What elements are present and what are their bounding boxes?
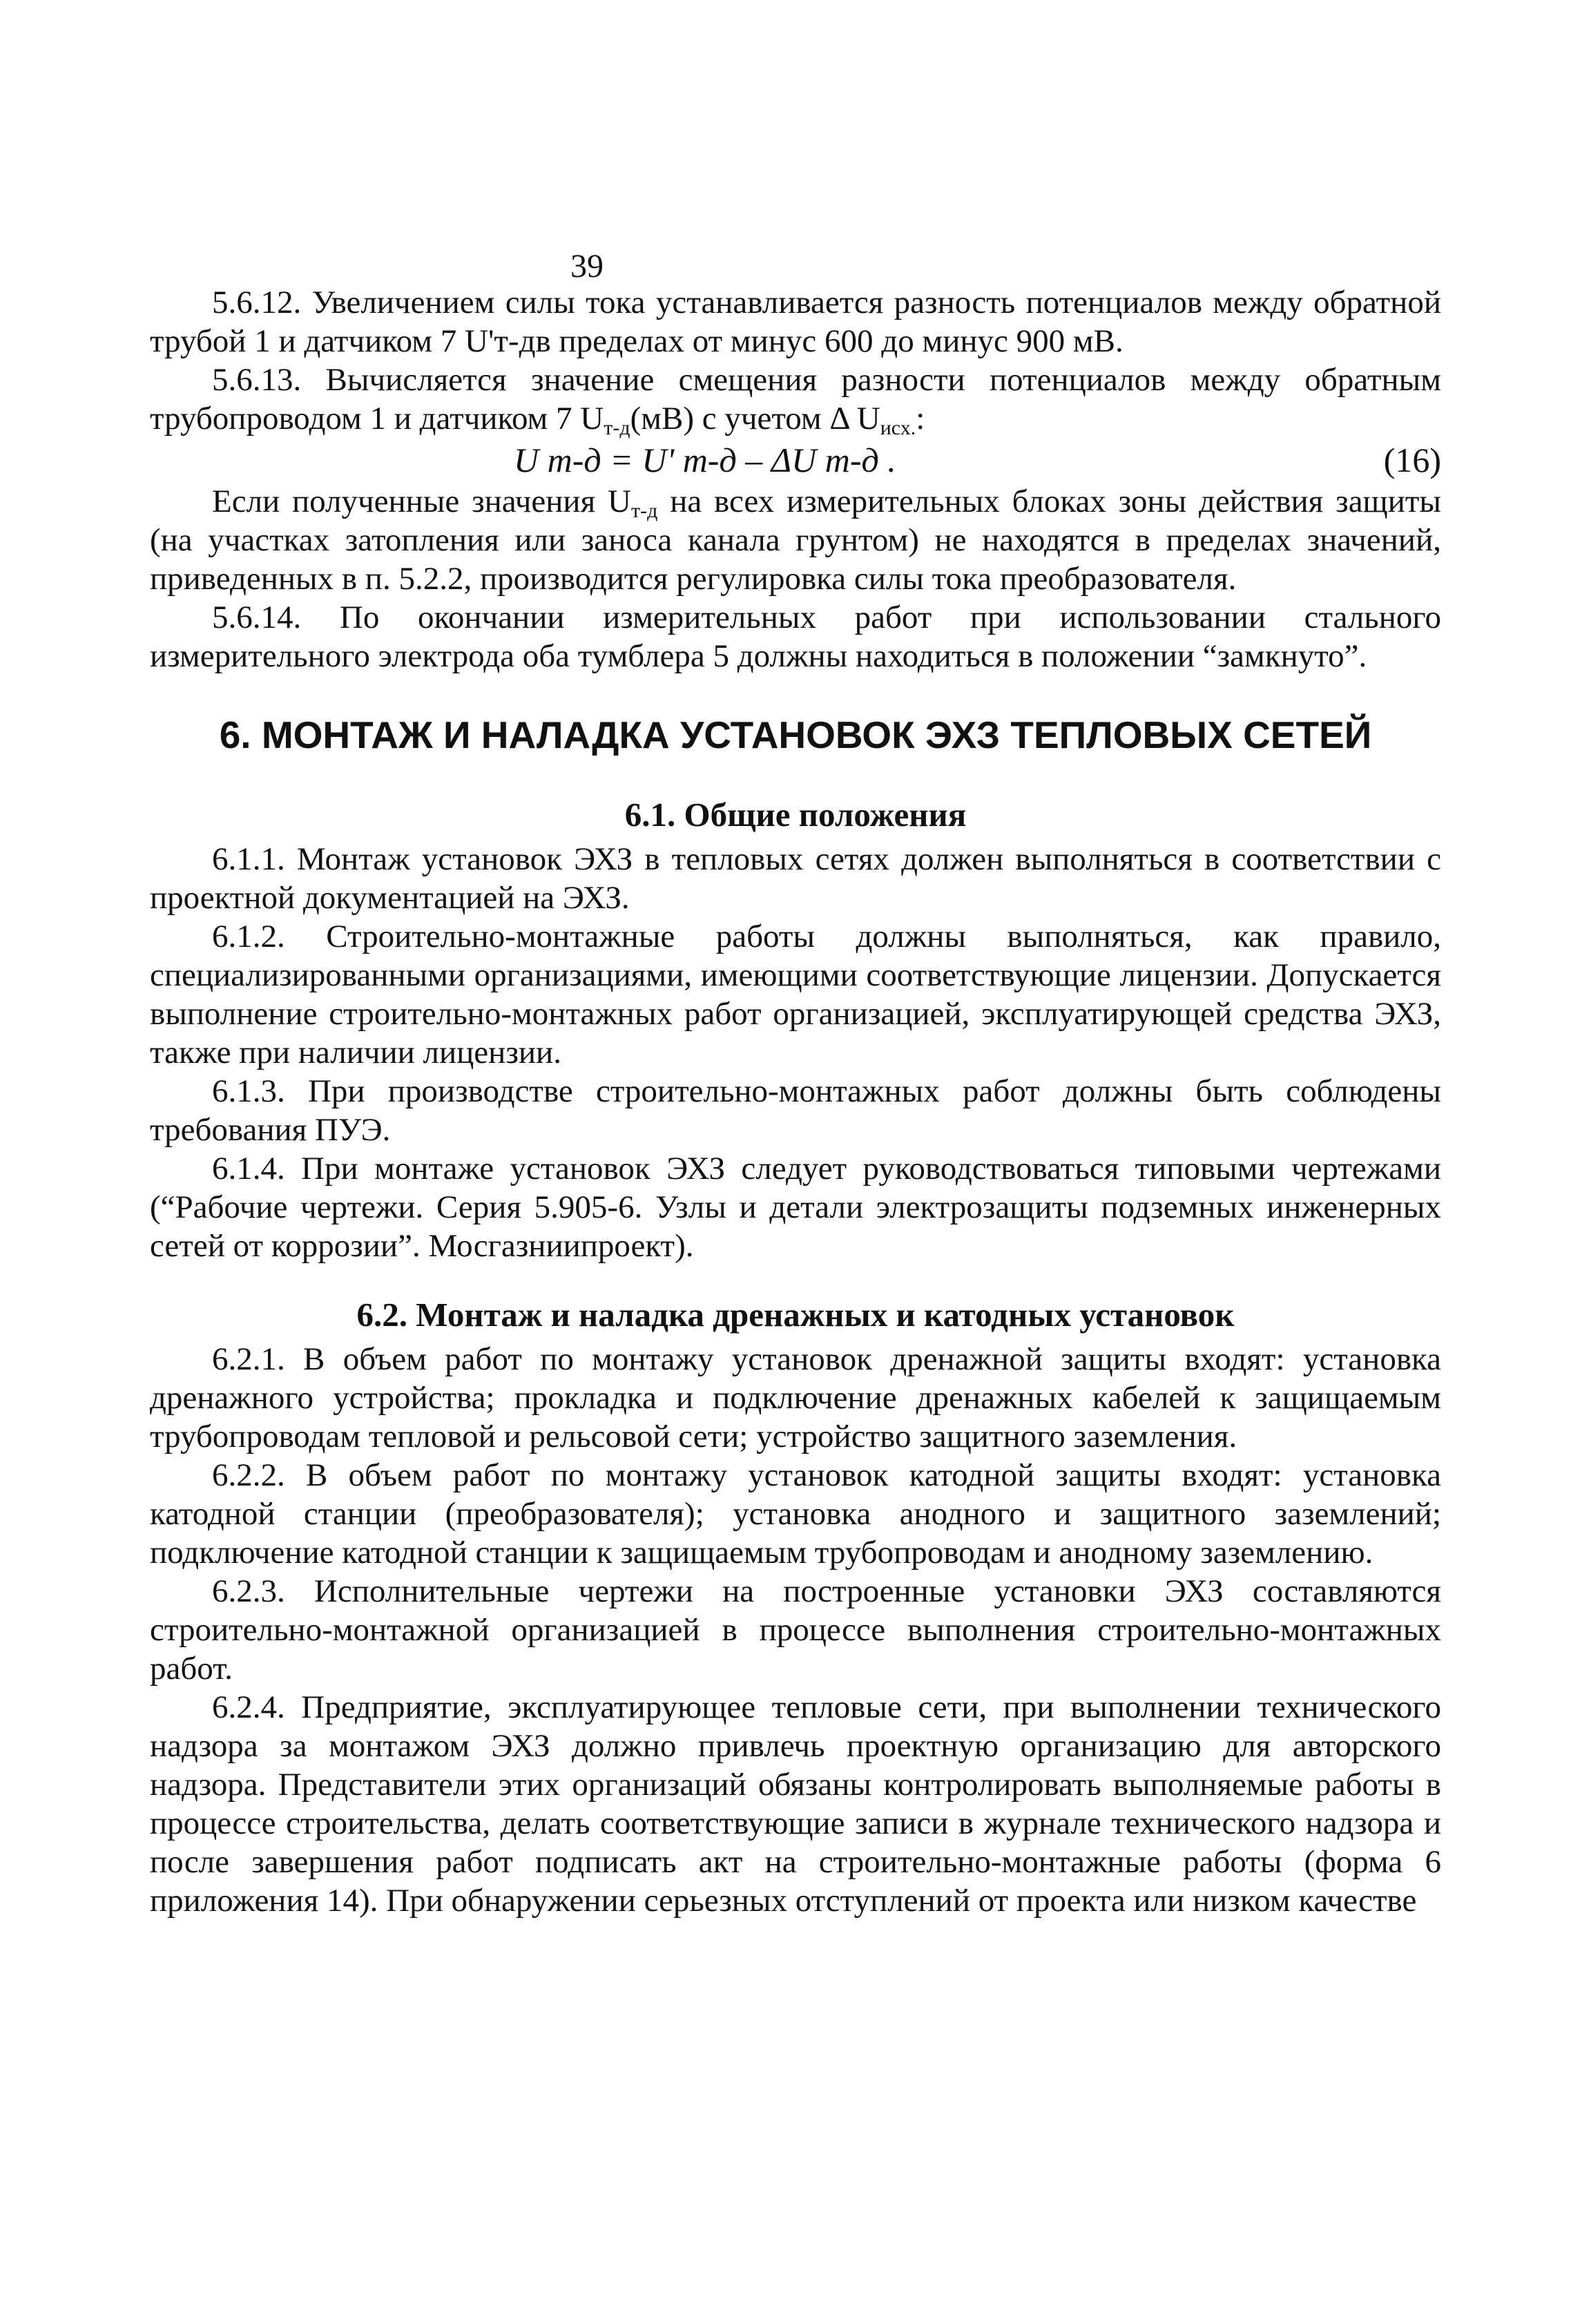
subscript-3: т-д [630, 499, 658, 522]
formula-16 [150, 438, 1441, 482]
paragraph-6-1-4: 6.1.4. При монтаже установок ЭХЗ следует руководствоваться типовыми чертежами (“Рабочие чертежи. Серия 5.905-6. Узлы и детали электрозащиты подземных инженерных сетей от коррозии”. Мосгазниипроект). [150, 1151, 1441, 1264]
paragraph-6-2-3: 6.2.3. Исполнительные чертежи на построенные установки ЭХЗ составляются строительно-монтажной организацией в процессе выполнения строительно-монтажных работ. [150, 1573, 1441, 1687]
subscript: т-д [604, 416, 630, 439]
paragraph-5-6-13-text: 5.6.13. Вычисляется значение смещения разности потенциалов между обратным трубопроводом 1 и датчиком 7 U [150, 362, 1441, 436]
paragraph-6-1-2: 6.1.2. Строительно-монтажные работы должны выполняться, как правило, специализированными организациями, имеющими соответствующие лицензии. Допускается выполнение строительно-монтажных работ организацией, эксплуатирующей средства ЭХЗ, также при наличии лицензии. [150, 919, 1441, 1070]
chapter-title: 6. МОНТАЖ И НАЛАДКА УСТАНОВОК ЭХЗ ТЕПЛОВЫХ СЕТЕЙ [219, 713, 1372, 756]
section-6-2-title: 6.2. Монтаж и наладка дренажных и катодных установок [356, 1296, 1235, 1334]
formula-expression: U т-д = U' т-д – ΔU т-д . [514, 441, 896, 479]
paragraph-if-values [150, 482, 1441, 598]
page-number: 39 [570, 248, 604, 285]
paragraph-if-text-2: на всех измерительных блоках зоны действия защиты (на участках затопления или заноса канала грунтом) не находятся в пределах значений, приведенных в п. 5.2.2, производится регулировка силы тока преобразователя. [150, 483, 1442, 597]
paragraph-6-2-2: 6.2.2. В объем работ по монтажу установок катодной защиты входят: установка катодной станции (преобразователя); установка анодного и защитного заземлений; подключение катодной станции к защищаемым трубопроводам и анодному заземлению. [150, 1457, 1441, 1571]
paragraph-5-6-13 [150, 361, 1441, 438]
paragraph-5-6-14: 5.6.14. По окончании измерительных работ при использовании стального измерительного электрода оба тумблера 5 должны находиться в положении “замкнуто”. [150, 599, 1441, 674]
paragraph-if-text: Если полученные значения U [212, 483, 631, 519]
paragraph-5-6-13-text-2: (мВ) с учетом Δ U [630, 401, 880, 436]
paragraph-5-6-12: 5.6.12. Увеличением силы тока устанавливается разность потенциалов между обратной трубой 1 и датчиком 7 U'т-дв пределах от минус 600 до минус 900 мВ. [150, 285, 1441, 359]
subscript-2: исх. [880, 416, 916, 439]
body-text [150, 283, 1441, 1920]
paragraph-5-6-13-colon: : [916, 401, 925, 436]
paragraph-6-1-1: 6.1.1. Монтаж установок ЭХЗ в тепловых сетях должен выполняться в соответствии с проектной документацией на ЭХЗ. [150, 841, 1441, 916]
paragraph-6-2-1: 6.2.1. В объем работ по монтажу установок дренажной защиты входят: установка дренажного устройства; прокладка и подключение дренажных кабелей к защищаемым трубопроводам тепловой и рельсовой сети; устройство защитного заземления. [150, 1341, 1441, 1454]
section-6-1-title: 6.1. Общие положения [624, 796, 967, 834]
formula-number: (16) [1383, 441, 1441, 479]
paragraph-6-1-3: 6.1.3. При производстве строительно-монтажных работ должны быть соблюдены требования ПУЭ. [150, 1073, 1441, 1148]
paragraph-6-2-4: 6.2.4. Предприятие, эксплуатирующее тепловые сети, при выполнении технического надзора за монтажом ЭХЗ должно привлечь проектную организацию для авторского надзора. Представители этих организаций обязаны контролировать выполняемые работы в процессе строительства, делать соответствующие записи в журнале технического надзора и после завершения работ подписать акт на строительно-монтажные работы (форма 6 приложения 14). При обнаружении серьезных отступлений от проекта или низком качестве [150, 1689, 1441, 1919]
